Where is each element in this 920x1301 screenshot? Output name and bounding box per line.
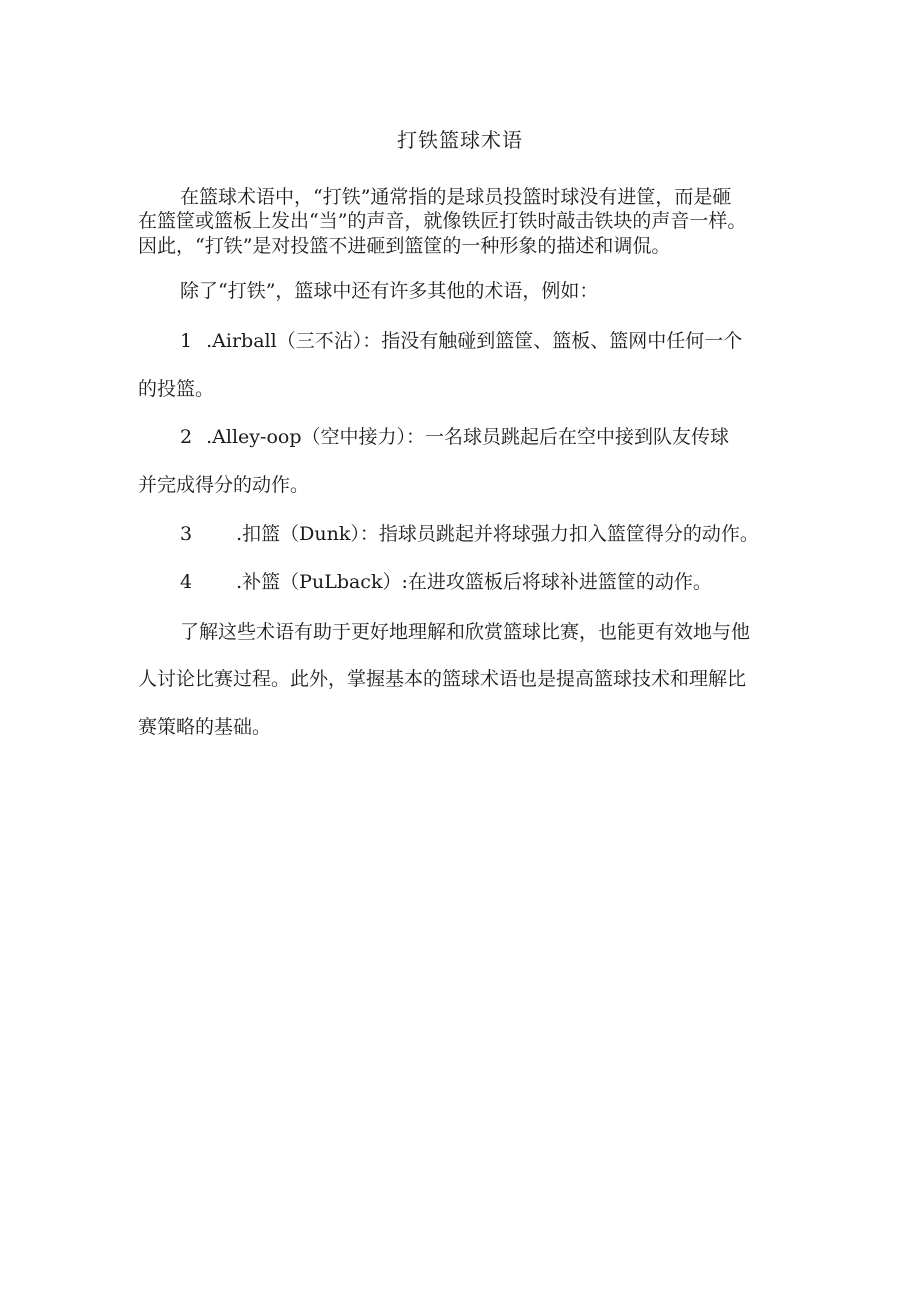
list-item-1-line-2: 的投篮。	[138, 378, 215, 400]
list-item-2-line-2: 并完成得分的动作。	[138, 474, 310, 496]
document-title: 打铁篮球术语	[397, 128, 523, 152]
list-item-text: .补篮（PuLback）:在进攻篮板后将球补进篮筐的动作。	[236, 571, 712, 593]
list-item-number: 4	[180, 571, 193, 593]
list-item-number: 2	[180, 426, 193, 448]
closing-line-2: 人讨论比赛过程。此外，掌握基本的篮球术语也是提高篮球技术和理解比	[138, 668, 747, 690]
list-item-text: .Airball（三不沾）：指没有触碰到篮筐、篮板、篮网中任何一个	[206, 330, 743, 352]
list-item-2-line-1	[180, 422, 729, 449]
lead-in-text: 除了“打铁”，篮球中还有许多其他的术语，例如：	[180, 280, 599, 302]
list-item-text: .扣篮（Dunk）：指球员跳起并将球强力扣入篮筐得分的动作。	[236, 523, 759, 545]
list-item-number: 1	[180, 330, 193, 352]
list-item-1-line-1	[180, 326, 742, 353]
intro-line-2: 在篮筐或篮板上发出“当”的声音，就像铁匠打铁时敲击铁块的声音一样。	[138, 210, 747, 232]
closing-line-3: 赛策略的基础。	[138, 716, 272, 738]
list-item-text: .Alley-oop（空中接力）：一名球员跳起后在空中接到队友传球	[206, 426, 729, 448]
list-item-4-line-1	[180, 567, 712, 594]
list-item-3-line-1	[180, 519, 759, 546]
intro-line-3: 因此，“打铁”是对投篮不进砸到篮筐的一种形象的描述和调侃。	[138, 235, 671, 257]
intro-line-1: 在篮球术语中，“打铁”通常指的是球员投篮时球没有进筐，而是砸	[180, 186, 732, 208]
closing-line-1: 了解这些术语有助于更好地理解和欣赏篮球比赛，也能更有效地与他	[180, 621, 751, 643]
list-item-number: 3	[180, 523, 193, 545]
